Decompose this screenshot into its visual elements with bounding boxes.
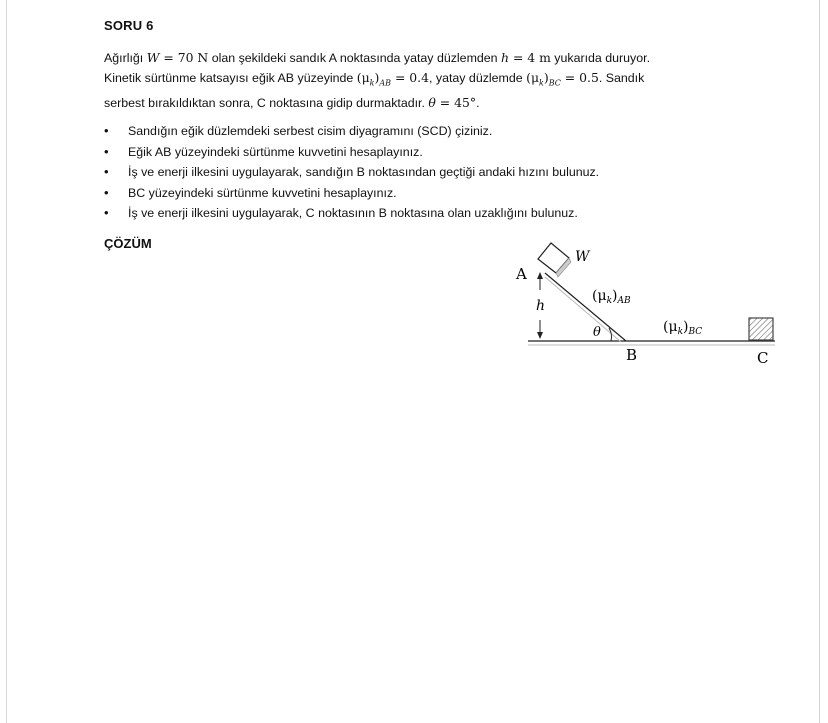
mu-ab-value: = 0.4 [391,70,429,85]
mu-bc-k: k [677,327,684,337]
point-c-label: C [757,349,769,367]
bullet-icon: • [104,164,109,179]
bullet-icon: • [104,123,109,138]
mu-bc-subscript: BC [548,78,561,88]
mu-ab-symbol: (μ [356,70,370,85]
mu-bc-value: = 0.5 [560,70,599,85]
theta-label: θ [593,325,601,340]
mu-bc-k: k [539,78,544,88]
crate-at-a [538,243,571,277]
task-text: İş ve enerji ilkesini uygulayarak, C noktasının B noktasına olan uzaklığını bulunuz. [128,206,578,220]
task-text: Eğik AB yüzeyindeki sürtünme kuvvetini hesaplayınız. [128,144,423,159]
point-b-label: B [626,346,638,364]
task-text: BC yüzeyindeki sürtünme kuvvetini hesaplayınız. [128,185,397,200]
crate-at-c [749,318,773,340]
mu-bc-close: ) [543,70,549,85]
task-text: İş ve enerji ilkesini uygulayarak, sandığın B noktasından geçtiği andaki hızını bulunuz. [128,165,600,179]
bullet-icon: • [104,184,109,200]
text-segment: Kinetik sürtünme katsayısı eğik AB yüzeyinde [104,71,357,85]
text-segment: . Sandık [598,71,645,85]
mu-ab-k: k [369,78,375,88]
mu-ab-open: (μ [592,288,607,304]
task-text: Sandığın eğik düzlemdeki serbest cisim diyagramını (SCD) çiziniz. [128,124,493,138]
mu-bc-close: ) [683,319,689,335]
bullet-icon: • [104,205,109,220]
point-a-label: A [516,265,527,283]
height-symbol: h [501,50,509,65]
text-segment: serbest bırakıldıktan sonra, C noktasına gidip durmaktadır. [104,96,429,111]
mu-bc-symbol: (μ [526,70,539,85]
text-segment: . [476,96,480,111]
text-segment: , yatay düzlemde [428,71,527,85]
height-value: = 4 m [509,50,551,65]
theta-value: = 45° [435,95,477,111]
mu-ab-sub: AB [617,296,631,306]
mu-bc-sub: BC [688,327,703,337]
height-arrow-down [537,320,543,339]
mu-ab-subscript: AB [379,78,392,88]
text-segment: olan şekildeki sandık A noktasında yatay düzlemden [208,51,502,65]
mu-ab-close: ) [612,288,618,304]
incline-surface [545,273,626,341]
weight-symbol: W [146,50,160,65]
solution-heading: ÇÖZÜM [104,236,152,251]
mu-bc-label [663,319,702,337]
bullet-icon: • [104,143,109,159]
mu-ab-label [592,288,631,306]
mu-ab-close: ) [374,70,380,85]
theta-arc [609,328,612,341]
question-title: SORU 6 [104,18,154,33]
text-segment: yukarıda duruyor. [550,51,651,65]
mu-ab-k: k [606,296,613,306]
theta-symbol: θ [428,95,436,111]
height-arrow-up [537,272,543,290]
text-segment: Ağırlığı [104,51,147,65]
incline-shadow [545,277,621,342]
height-label: h [536,298,546,314]
mu-bc-open: (μ [663,319,678,335]
weight-value: = 70 N [159,50,209,65]
weight-label: W [575,249,590,265]
